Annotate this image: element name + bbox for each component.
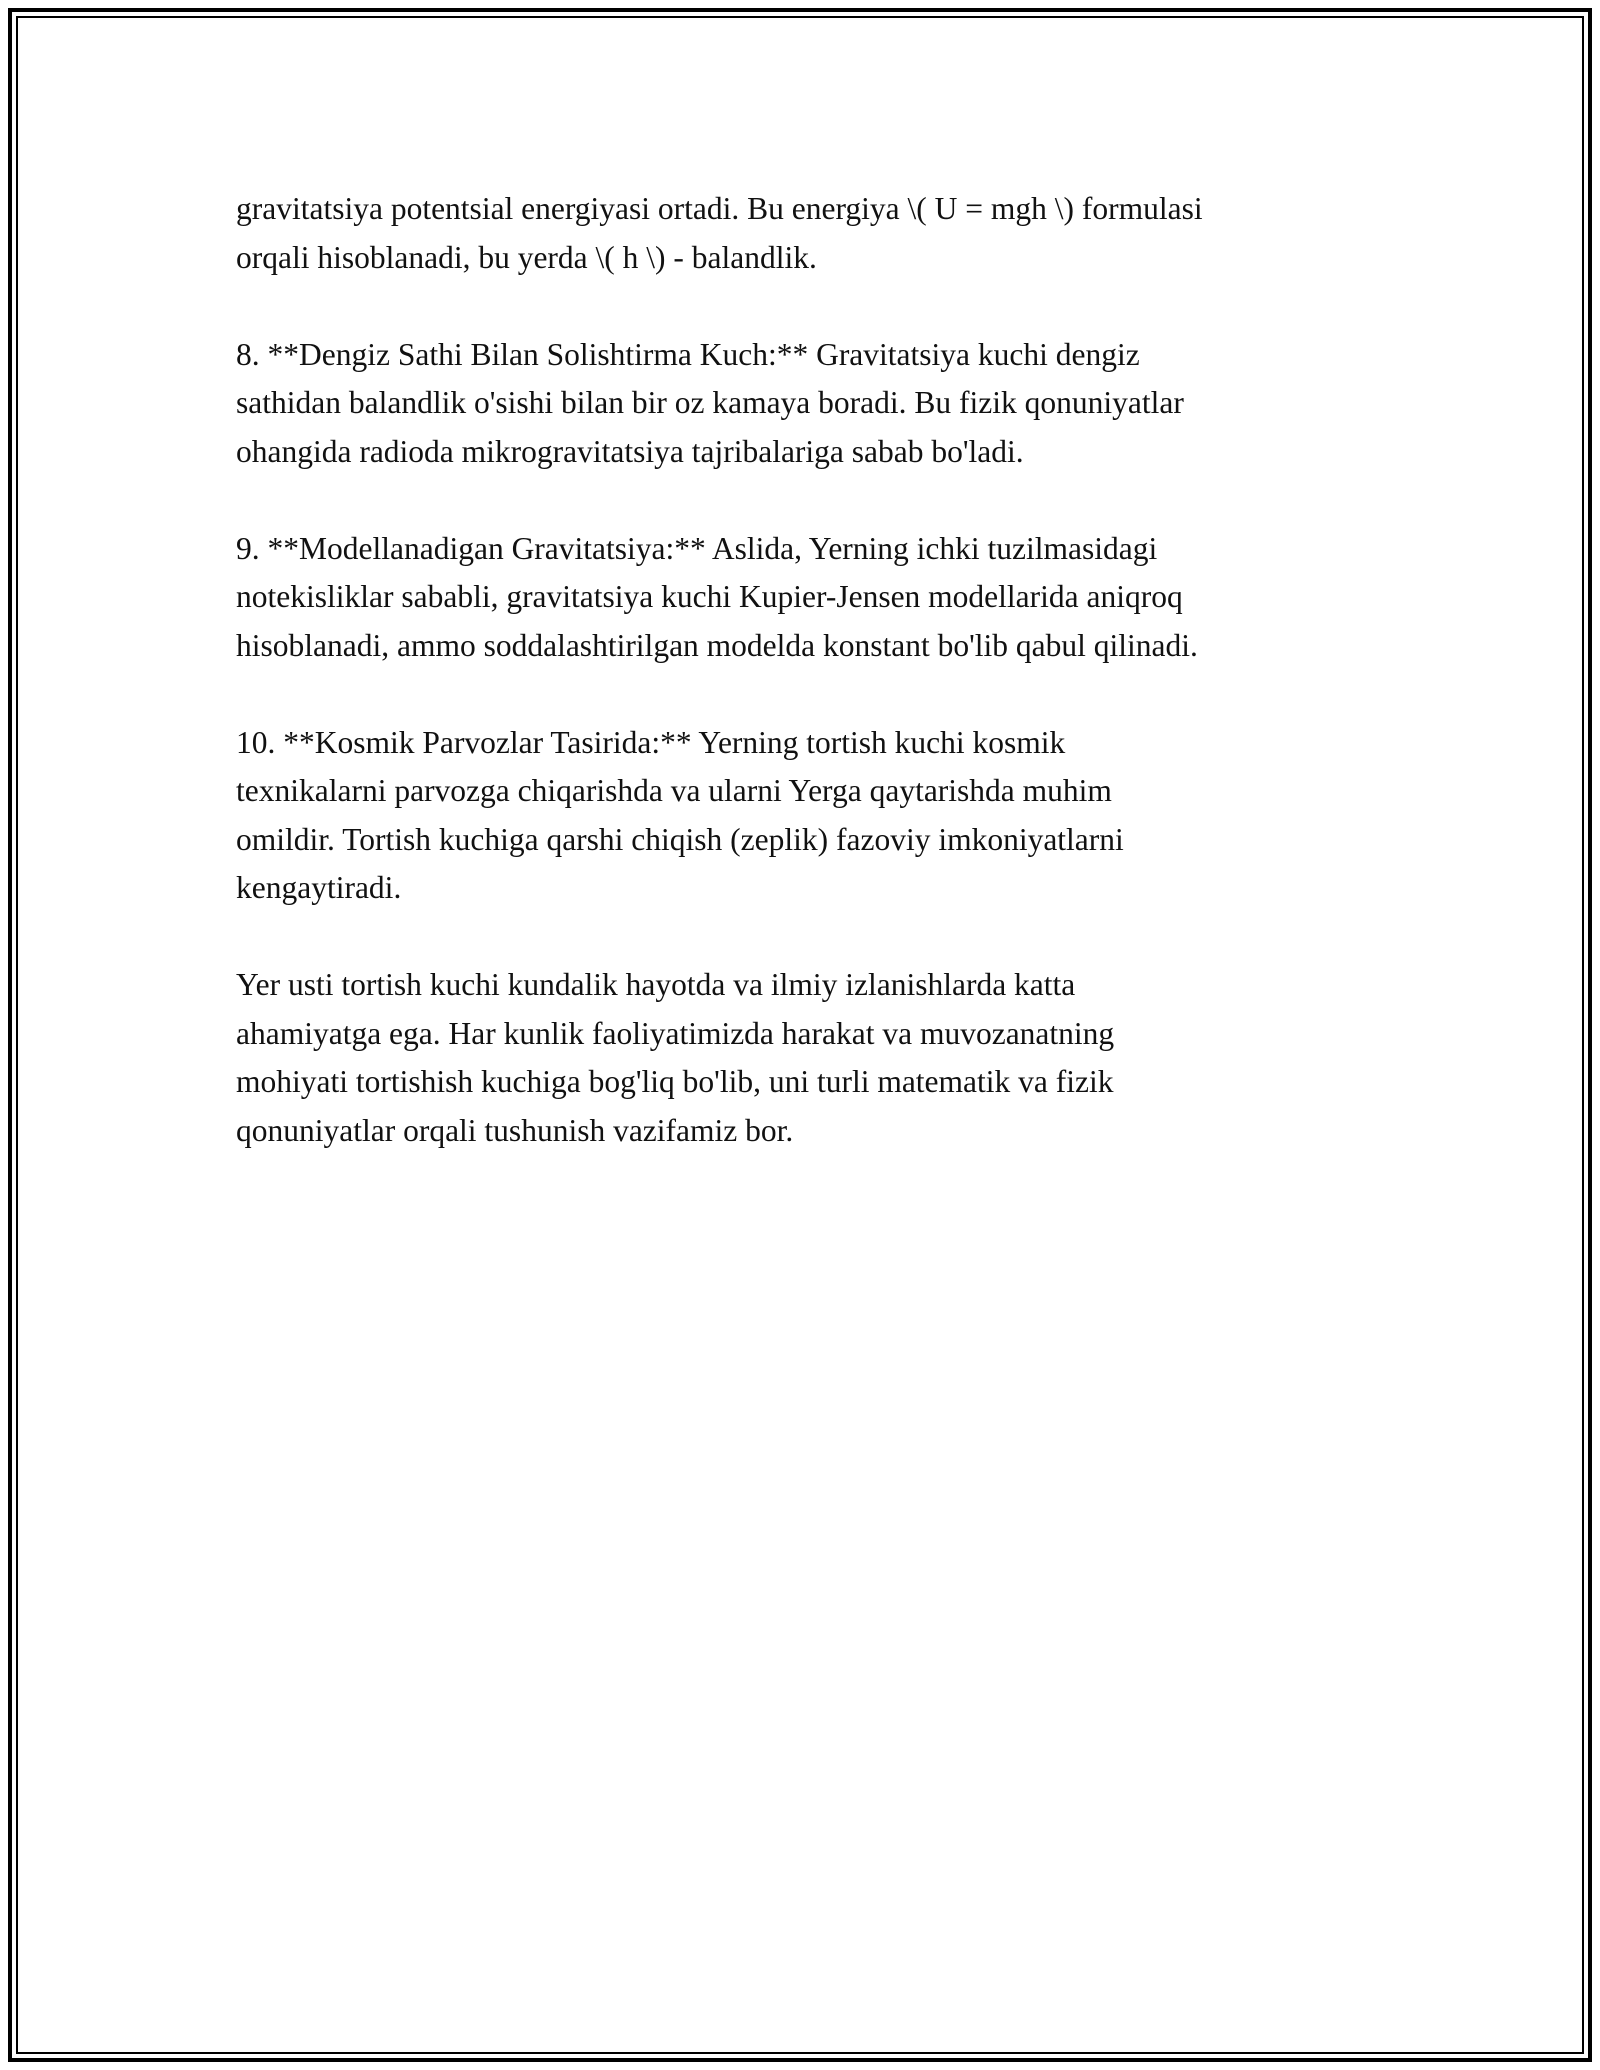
document-body: [236, 185, 1376, 1204]
paragraph-item-10: 10. **Kosmik Parvozlar Tasirida:** Yerning tortish kuchi kosmik texnikalarni parvozga chiqarishda va ularni Yerga qaytarishda muhim omildir. Tortish kuchiga qarshi chiqish (zeplik) fazoviy imkoniyatlarni kengaytiradi.: [236, 724, 1124, 905]
paragraph-item-8: 8. **Dengiz Sathi Bilan Solishtirma Kuch:** Gravitatsiya kuchi dengiz sathidan balandlik o'sishi bilan bir oz kamaya boradi. Bu fizik qonuniyatlar ohangida radioda mikrogravitatsiya tajribalariga sabab bo'ladi.: [236, 336, 1184, 469]
paragraph-potential-energy: gravitatsiya potentsial energiyasi ortadi. Bu energiya \( U = mgh \) formulasi orqali hisoblanadi, bu yerda \( h \) - balandlik.: [236, 191, 1203, 275]
paragraph-item-9: 9. **Modellanadigan Gravitatsiya:** Aslida, Yerning ichki tuzilmasidagi notekisliklar sababli, gravitatsiya kuchi Kupier-Jensen modellarida aniqroq hisoblanadi, ammo soddalashtirilgan modelda konstant bo'lib qabul qilinadi.: [236, 530, 1198, 663]
paragraph-conclusion: Yer usti tortish kuchi kundalik hayotda va ilmiy izlanishlarda katta ahamiyatga ega. Har kunlik faoliyatimizda harakat va muvozanatning mohiyati tortishish kuchiga bog'liq bo'lib, uni turli matematik va fizik qonuniyatlar orqali tushunish vazifamiz bor.: [236, 967, 1115, 1148]
